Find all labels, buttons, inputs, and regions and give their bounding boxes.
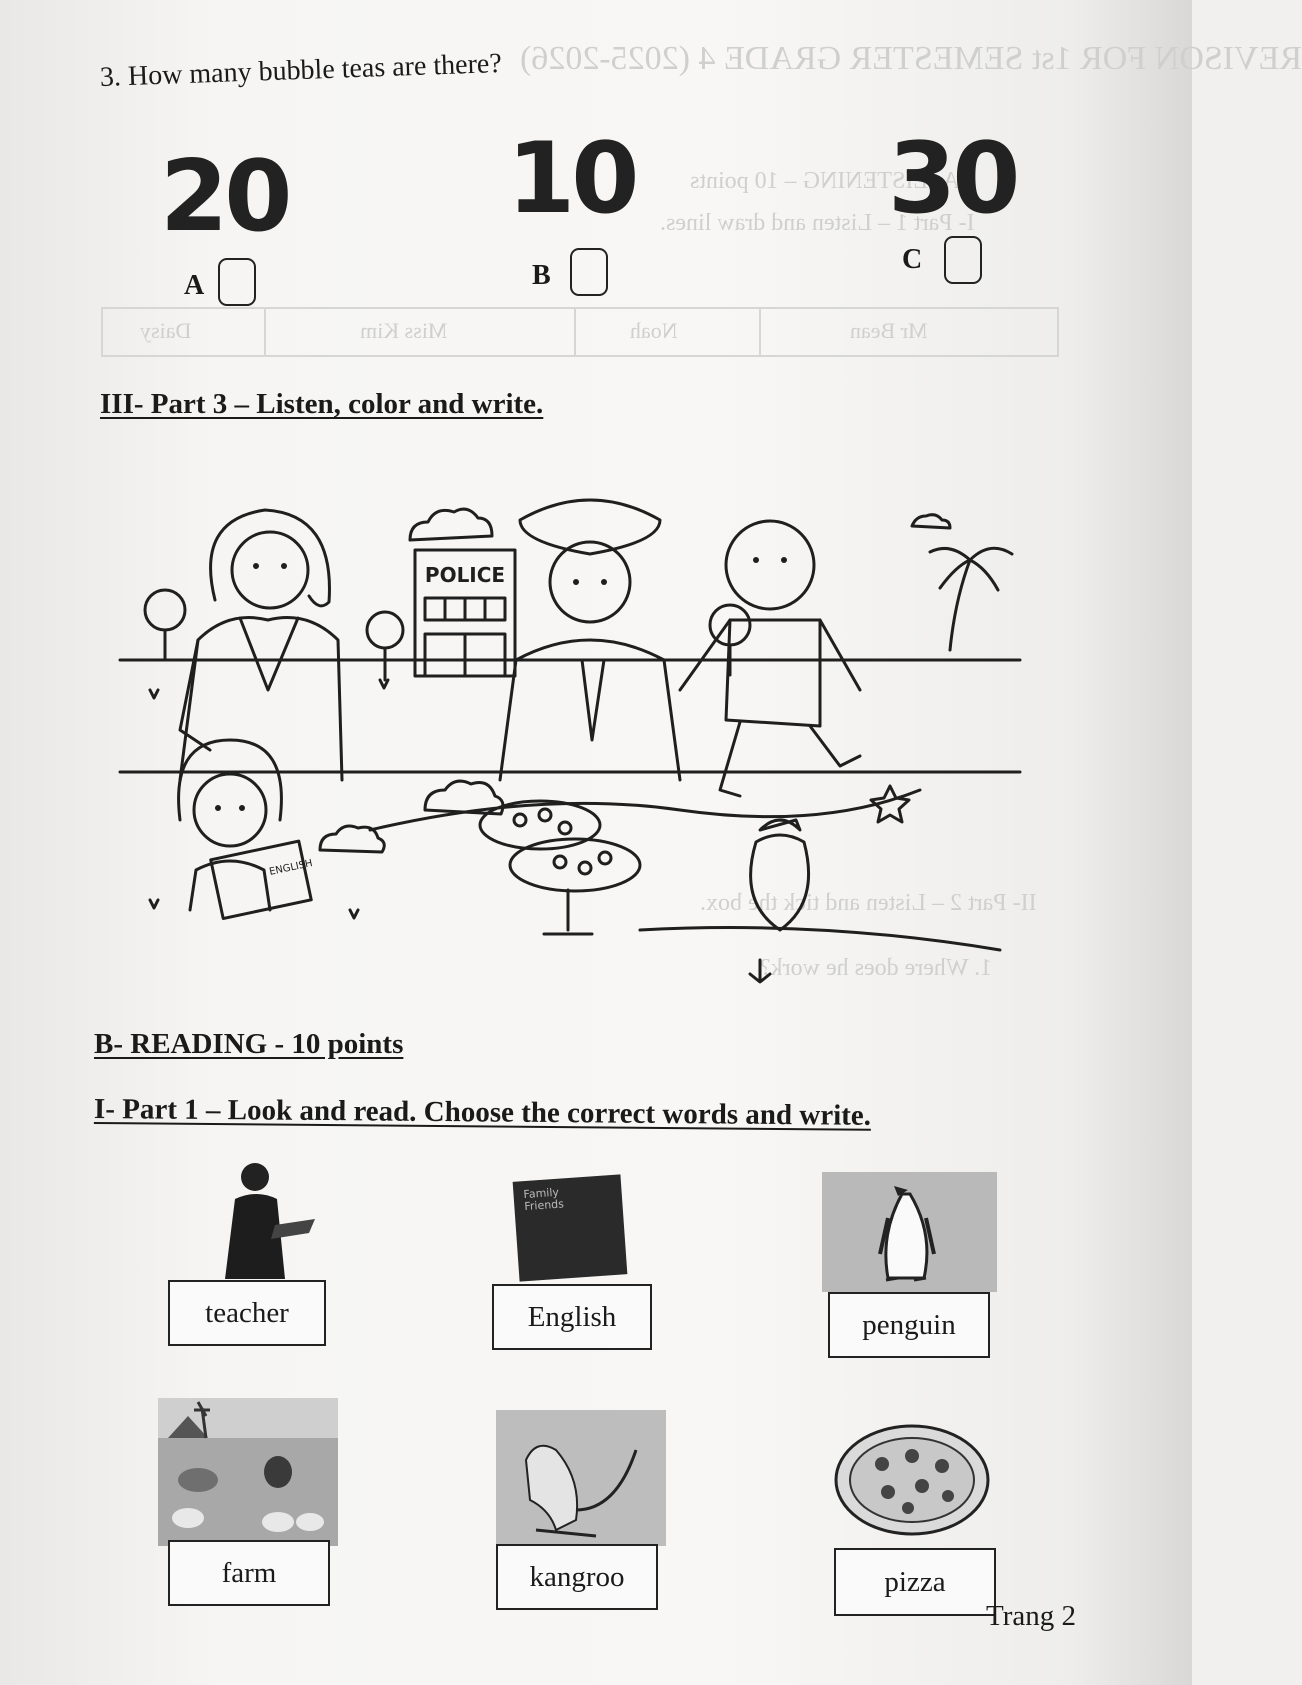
police-sign: POLICE <box>424 563 506 587</box>
word-box-kangroo: kangroo <box>496 1544 658 1610</box>
bleed-through-name: Mr Bean <box>850 318 928 343</box>
option-letter-b: B <box>532 260 551 291</box>
bleed-through-line: A- LISTENING – 10 points <box>690 168 960 194</box>
page-number: Trang 2 <box>986 1600 1076 1632</box>
bleed-through-name: Daisy <box>140 318 192 343</box>
section-heading-reading: B- READING - 10 points <box>94 1028 404 1060</box>
option-letter-c: C <box>902 244 923 275</box>
part1-instructions: I- Part 1 – Look and read. Choose the correct words and write. <box>93 1093 872 1132</box>
question-text: 3. How many bubble teas are there? <box>99 47 503 93</box>
word-box-farm: farm <box>168 1540 330 1606</box>
option-checkbox-a[interactable] <box>218 258 256 306</box>
farm-icon <box>158 1398 338 1546</box>
option-checkbox-b[interactable] <box>570 248 608 296</box>
option-letter-a: A <box>184 270 205 301</box>
bleed-through-line: II- Part 2 – Listen and tick the box. <box>700 890 1037 916</box>
word-box-teacher: teacher <box>168 1280 326 1346</box>
bleed-through-line: I- Part 1 – Listen and draw lines. <box>660 210 975 236</box>
bleed-through-line: 1. Where does he work? <box>760 955 993 981</box>
option-value-a: 20 <box>160 140 289 254</box>
book-cover-text: Family Friends <box>523 1185 565 1214</box>
word-box-penguin: penguin <box>828 1292 990 1358</box>
pizza-icon <box>832 1420 992 1540</box>
option-checkbox-c[interactable] <box>944 236 982 284</box>
section-heading-listen: III- Part 3 – Listen, color and write. <box>100 388 544 420</box>
bleed-through-name: Miss Kim <box>360 318 448 343</box>
word-box-english: English <box>492 1284 652 1350</box>
bleed-through-title: REVISON FOR 1st SEMESTER GRADE 4 (2025-2026) <box>520 40 1302 77</box>
option-value-c: 30 <box>888 122 1017 236</box>
teacher-icon <box>205 1155 325 1283</box>
word-box-pizza: pizza <box>834 1548 996 1616</box>
penguin-icon <box>822 1172 997 1292</box>
option-value-b: 10 <box>507 122 636 236</box>
kangaroo-icon <box>496 1410 666 1546</box>
coloring-scene <box>120 490 1020 990</box>
book-label: ENGLISH <box>268 858 314 878</box>
book-icon <box>513 1174 628 1281</box>
bleed-through-name: Noah <box>630 318 678 343</box>
